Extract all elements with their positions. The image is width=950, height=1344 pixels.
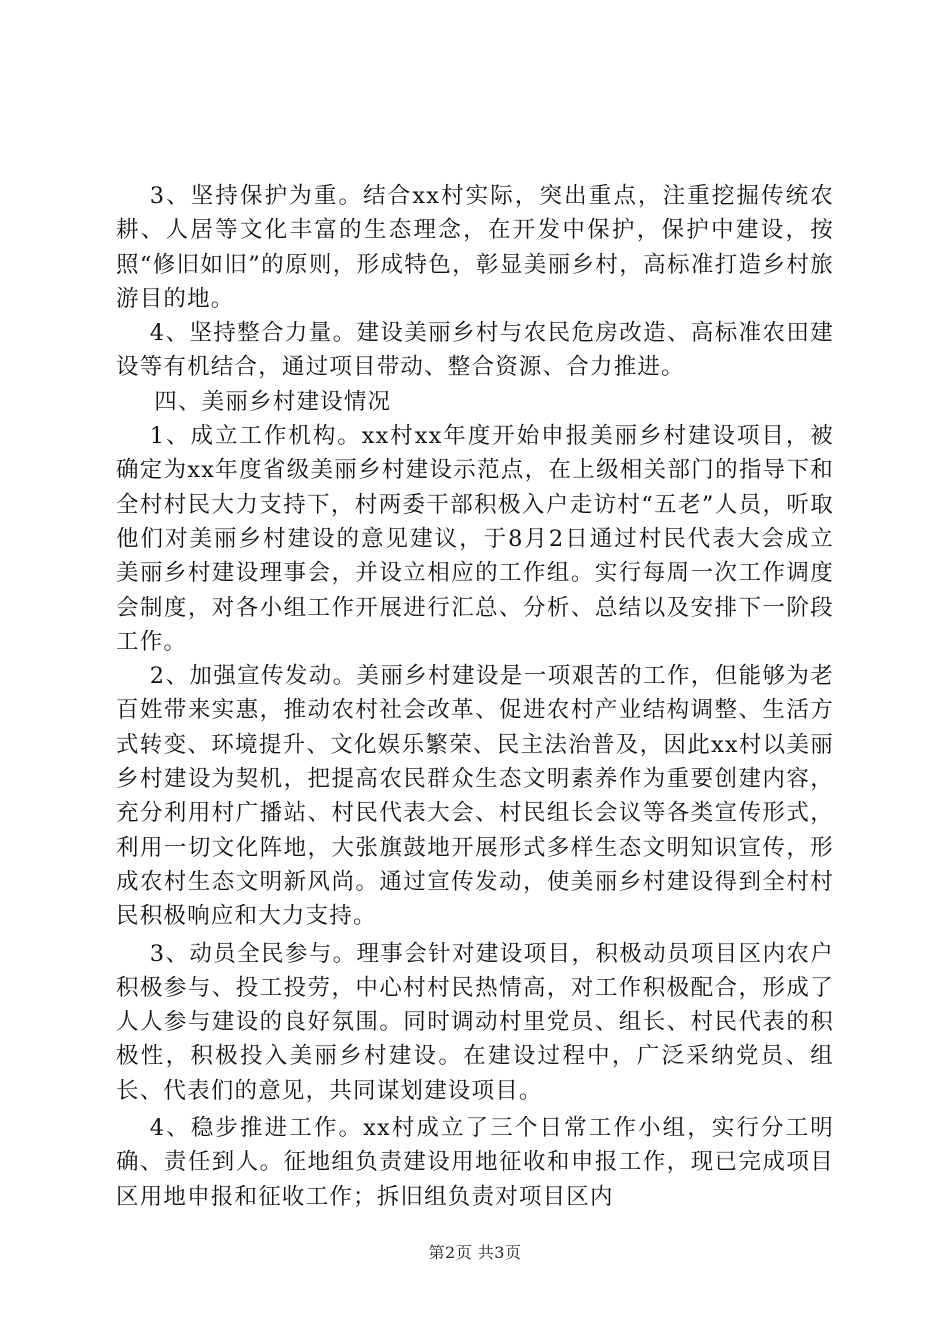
paragraph-publicity: 2、加强宣传发动。美丽乡村建设是一项艰苦的工作，但能够为老百姓带来实惠，推动农村社会改革、促进农村产业结构调整、生活方式转变、环境提升、文化娱乐繁荣、民主法治普及，因此xx村以美丽乡村建设为契机，把提高农民群众生态文明素养作为重要创建内容，充分利用村广播站、村民代表大会、村民组长会议等各类宣传形式，利用一切文化阵地，大张旗鼓地开展形式多样生态文明知识宣传，形成农村生态文明新风尚。通过宣传发动，使美丽乡村建设得到全村村民积极响应和大力支持。 bbox=[116, 663, 834, 930]
paragraph-progress: 4、稳步推进工作。xx村成立了三个日常工作小组，实行分工明确、责任到人。征地组负责建设用地征收和申报工作，现已完成项目区用地申报和征收工作；拆旧组负责对项目区内 bbox=[116, 1115, 834, 1210]
page-number-footer: 第2页 共3页 bbox=[428, 1243, 522, 1262]
paragraph-mobilization: 3、动员全民参与。理事会针对建设项目，积极动员项目区内农户积极参与、投工投劳，中心村村民热情高，对工作积极配合，形成了人人参与建设的良好氛围。同时调动村里党员、组长、村民代表的积极性，积极投入美丽乡村建设。在建设过程中，广泛采纳党员、组长、代表们的意见，共同谋划建设项目。 bbox=[116, 940, 834, 1104]
section-heading-4: 四、美丽乡村建设情况 bbox=[154, 388, 392, 415]
paragraph-principle-3: 3、坚持保护为重。结合xx村实际，突出重点，注重挖掘传统农耕、人居等文化丰富的生态理念，在开发中保护，保护中建设，按照“修旧如旧”的原则，形成特色，彰显美丽乡村，高标准打造乡村旅游目的地。 bbox=[116, 183, 834, 312]
document-body bbox=[116, 179, 834, 1214]
paragraph-work-organization: 1、成立工作机构。xx村xx年度开始申报美丽乡村建设项目，被确定为xx年度省级美丽乡村建设示范点，在上级相关部门的指导下和全村村民大力支持下，村两委干部积极入户走访村“五老”人员，听取他们对美丽乡村建设的意见建议，于8月2日通过村民代表大会成立美丽乡村建设理事会，并设立相应的工作组。实行每周一次工作调度会制度，对各小组工作开展进行汇总、分析、总结以及安排下一阶段工作。 bbox=[116, 423, 834, 655]
paragraph-principle-4: 4、坚持整合力量。建设美丽乡村与农民危房改造、高标准农田建设等有机结合，通过项目带动、整合资源、合力推进。 bbox=[116, 320, 834, 381]
